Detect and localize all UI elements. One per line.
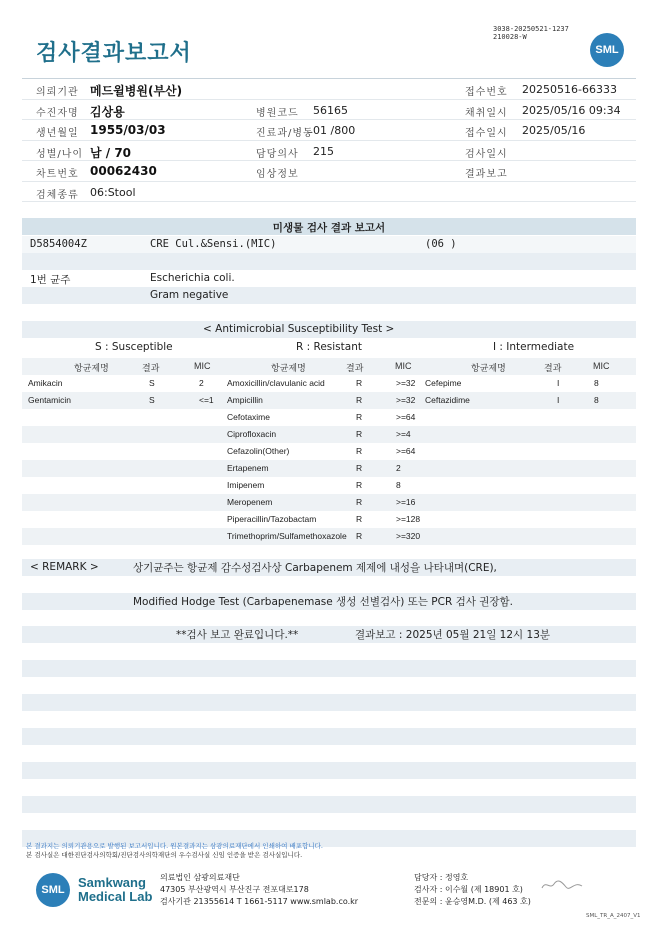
sir-result: R xyxy=(356,463,363,473)
info-value: 메드윌병원(부산) xyxy=(90,84,183,98)
drug-name: Ertapenem xyxy=(227,463,269,473)
signature-scribble xyxy=(540,878,584,892)
doc-code-2: 210028-W xyxy=(493,33,527,41)
sml-footer-logo: SML xyxy=(36,873,70,907)
info-value: 남 / 70 xyxy=(90,145,132,160)
info-row xyxy=(22,141,636,162)
footer-note-1: 본 결과지는 의뢰기관용으로 발행된 보고서입니다. 원본결과지는 삼광의료재단에서 인쇄하여 배포합니다. xyxy=(26,842,323,850)
test-num: (06 ) xyxy=(425,238,457,250)
info-label: 병원코드 xyxy=(256,107,299,119)
mic-value: >=64 xyxy=(396,412,416,422)
mic-value: >=16 xyxy=(396,497,416,507)
col-drug: 항균제명 xyxy=(471,363,506,373)
info-value: 06:Stool xyxy=(90,185,136,199)
col-drug: 항균제명 xyxy=(74,363,109,373)
col-result: 결과 xyxy=(544,363,562,373)
legend-intermediate: I : Intermediate xyxy=(493,341,575,353)
examiner: 검사자 : 이수월 (제 18901 호) xyxy=(414,885,523,894)
sir-result: R xyxy=(356,429,363,439)
ast-body xyxy=(22,375,636,545)
col-drug: 항균제명 xyxy=(271,363,306,373)
blank-band xyxy=(22,694,636,711)
remark-line-2: Modified Hodge Test (Carbapenemase 생성 선별검사) 또는 PCR 검사 권장함. xyxy=(133,596,513,608)
doc-code-1: 3038-20250521-1237 xyxy=(493,25,569,33)
blank-band xyxy=(22,660,636,677)
sir-result: R xyxy=(356,531,363,541)
brand-name xyxy=(78,876,152,904)
test-name: CRE Cul.&Sensi.(MIC) xyxy=(150,238,277,250)
info-label: 생년월일 xyxy=(36,128,79,139)
mic-value: >=320 xyxy=(396,531,421,541)
info-value: 2025/05/16 09:34 xyxy=(522,103,621,117)
ast-row xyxy=(22,460,636,477)
drug-name: Trimethoprim/Sulfamethoxazole xyxy=(227,531,347,541)
ast-row xyxy=(22,375,636,392)
drug-name: Cefepime xyxy=(425,378,462,388)
drug-name: Cefotaxime xyxy=(227,412,270,422)
staff-in-charge: 담당자 : 정영호 xyxy=(414,873,469,882)
mic-value: >=32 xyxy=(396,378,416,388)
test-code: D5854004Z xyxy=(30,238,87,250)
info-value: 01 /800 xyxy=(313,124,356,137)
drug-name: Ampicillin xyxy=(227,395,263,405)
info-value: 1955/03/03 xyxy=(90,123,166,137)
info-label: 임상정보 xyxy=(256,169,299,180)
col-result: 결과 xyxy=(346,363,364,373)
info-label: 담당의사 xyxy=(256,148,299,160)
sml-logo: SML xyxy=(590,33,624,67)
blank-band xyxy=(22,796,636,813)
col-mic: MIC xyxy=(593,361,610,371)
info-label: 의뢰기관 xyxy=(36,87,79,98)
drug-name: Ciprofloxacin xyxy=(227,429,277,439)
ast-row xyxy=(22,392,636,409)
mic-value: 8 xyxy=(396,480,401,490)
patient-info-table xyxy=(22,78,636,202)
sir-result: R xyxy=(356,412,363,422)
mic-value: >=128 xyxy=(396,514,421,524)
info-label: 접수일시 xyxy=(465,128,508,139)
ast-table xyxy=(22,358,636,545)
ast-row xyxy=(22,477,636,494)
micro-section-title: 미생물 검사 결과 보고서 xyxy=(22,218,636,235)
sir-result: R xyxy=(356,480,363,490)
sir-result: I xyxy=(557,378,560,388)
sir-result: S xyxy=(149,378,155,388)
gram-stain: Gram negative xyxy=(150,289,229,301)
drug-name: Amoxicillin/clavulanic acid xyxy=(227,378,325,388)
info-value: 56165 xyxy=(313,103,348,117)
report-time: 결과보고 : 2025년 05월 21일 12시 13분 xyxy=(355,629,551,641)
remark-line-1: 상기균주는 항균제 감수성검사상 Carbapenem 제제에 내성을 나타내며(CRE), xyxy=(133,562,497,574)
info-row xyxy=(22,161,636,182)
info-row xyxy=(22,182,636,203)
info-label: 진료과/병동 xyxy=(256,128,314,139)
info-value: 20250516-66333 xyxy=(522,83,617,96)
info-label: 수진자명 xyxy=(36,107,79,119)
page-title: 검사결과보고서 xyxy=(36,41,192,66)
form-version: SML_TR_A_2407_V1 xyxy=(586,913,641,919)
sir-result: R xyxy=(356,446,363,456)
ast-row xyxy=(22,528,636,545)
mic-value: >=64 xyxy=(396,446,416,456)
drug-name: Gentamicin xyxy=(28,395,71,405)
info-label: 접수번호 xyxy=(465,87,508,98)
ast-row xyxy=(22,426,636,443)
ast-row xyxy=(22,409,636,426)
brand-line-1: Samkwang xyxy=(78,875,146,890)
specialist: 전문의 : 윤승영M.D. (제 463 호) xyxy=(414,897,531,906)
blank-band xyxy=(22,253,636,270)
info-label: 검사일시 xyxy=(465,148,508,160)
sir-result: R xyxy=(356,514,363,524)
info-value: 215 xyxy=(313,144,334,158)
ast-row xyxy=(22,494,636,511)
footer-note-2: 본 검사실은 대한진단검사의학회/진단검사의학재단의 우수검사실 신임 인증을 받은 검사실입니다. xyxy=(26,851,303,859)
footer-address: 47305 부산광역시 부산진구 전포대로178 xyxy=(160,885,309,894)
drug-name: Meropenem xyxy=(227,497,273,507)
info-label: 채취일시 xyxy=(465,107,508,119)
sir-result: S xyxy=(149,395,155,405)
mic-value: 2 xyxy=(199,378,204,388)
info-label: 차트번호 xyxy=(36,169,79,180)
brand-line-2: Medical Lab xyxy=(78,889,153,904)
report-done: **검사 보고 완료입니다.** xyxy=(176,629,299,641)
info-row xyxy=(22,79,636,100)
mic-value: <=1 xyxy=(199,395,214,405)
ast-row xyxy=(22,443,636,460)
legend-susceptible: S : Susceptible xyxy=(95,341,173,353)
ast-title: < Antimicrobial Susceptibility Test > xyxy=(203,323,395,335)
remark-label: < REMARK > xyxy=(30,561,99,573)
footer-org: 의료법인 삼광의료재단 xyxy=(160,873,240,882)
info-label: 검체종류 xyxy=(36,189,79,201)
drug-name: Imipenem xyxy=(227,480,265,490)
sir-result: R xyxy=(356,395,363,405)
info-label: 성별/나이 xyxy=(36,148,84,160)
sir-result: R xyxy=(356,378,363,388)
blank-band xyxy=(22,728,636,745)
col-mic: MIC xyxy=(194,361,211,371)
info-value: 00062430 xyxy=(90,164,157,178)
mic-value: 8 xyxy=(594,395,599,405)
col-result: 결과 xyxy=(142,363,160,373)
mic-value: 2 xyxy=(396,463,401,473)
info-row xyxy=(22,100,636,121)
col-mic: MIC xyxy=(395,361,412,371)
ast-header-row xyxy=(22,358,636,375)
info-value: 2025/05/16 xyxy=(522,124,586,137)
mic-value: >=32 xyxy=(396,395,416,405)
legend-resistant: R : Resistant xyxy=(296,341,362,353)
ast-row xyxy=(22,511,636,528)
drug-name: Ceftazidime xyxy=(425,395,470,405)
sir-result: R xyxy=(356,497,363,507)
drug-name: Cefazolin(Other) xyxy=(227,446,290,456)
organism-name: Escherichia coli. xyxy=(150,272,235,284)
drug-name: Piperacillin/Tazobactam xyxy=(227,514,317,524)
info-value: 김상용 xyxy=(90,104,125,119)
gram-band xyxy=(22,287,636,304)
test-row xyxy=(22,236,636,253)
footer-contact: 검사기관 21355614 T 1661-5117 www.smlab.co.kr xyxy=(160,897,359,906)
mic-value: 8 xyxy=(594,378,599,388)
doc-code xyxy=(493,25,569,41)
sir-result: I xyxy=(557,395,560,405)
isolate-label: 1번 균주 xyxy=(30,274,71,286)
info-row xyxy=(22,120,636,141)
blank-band xyxy=(22,762,636,779)
info-label: 결과보고 xyxy=(465,169,508,180)
mic-value: >=4 xyxy=(396,429,411,439)
drug-name: Amikacin xyxy=(28,378,63,388)
